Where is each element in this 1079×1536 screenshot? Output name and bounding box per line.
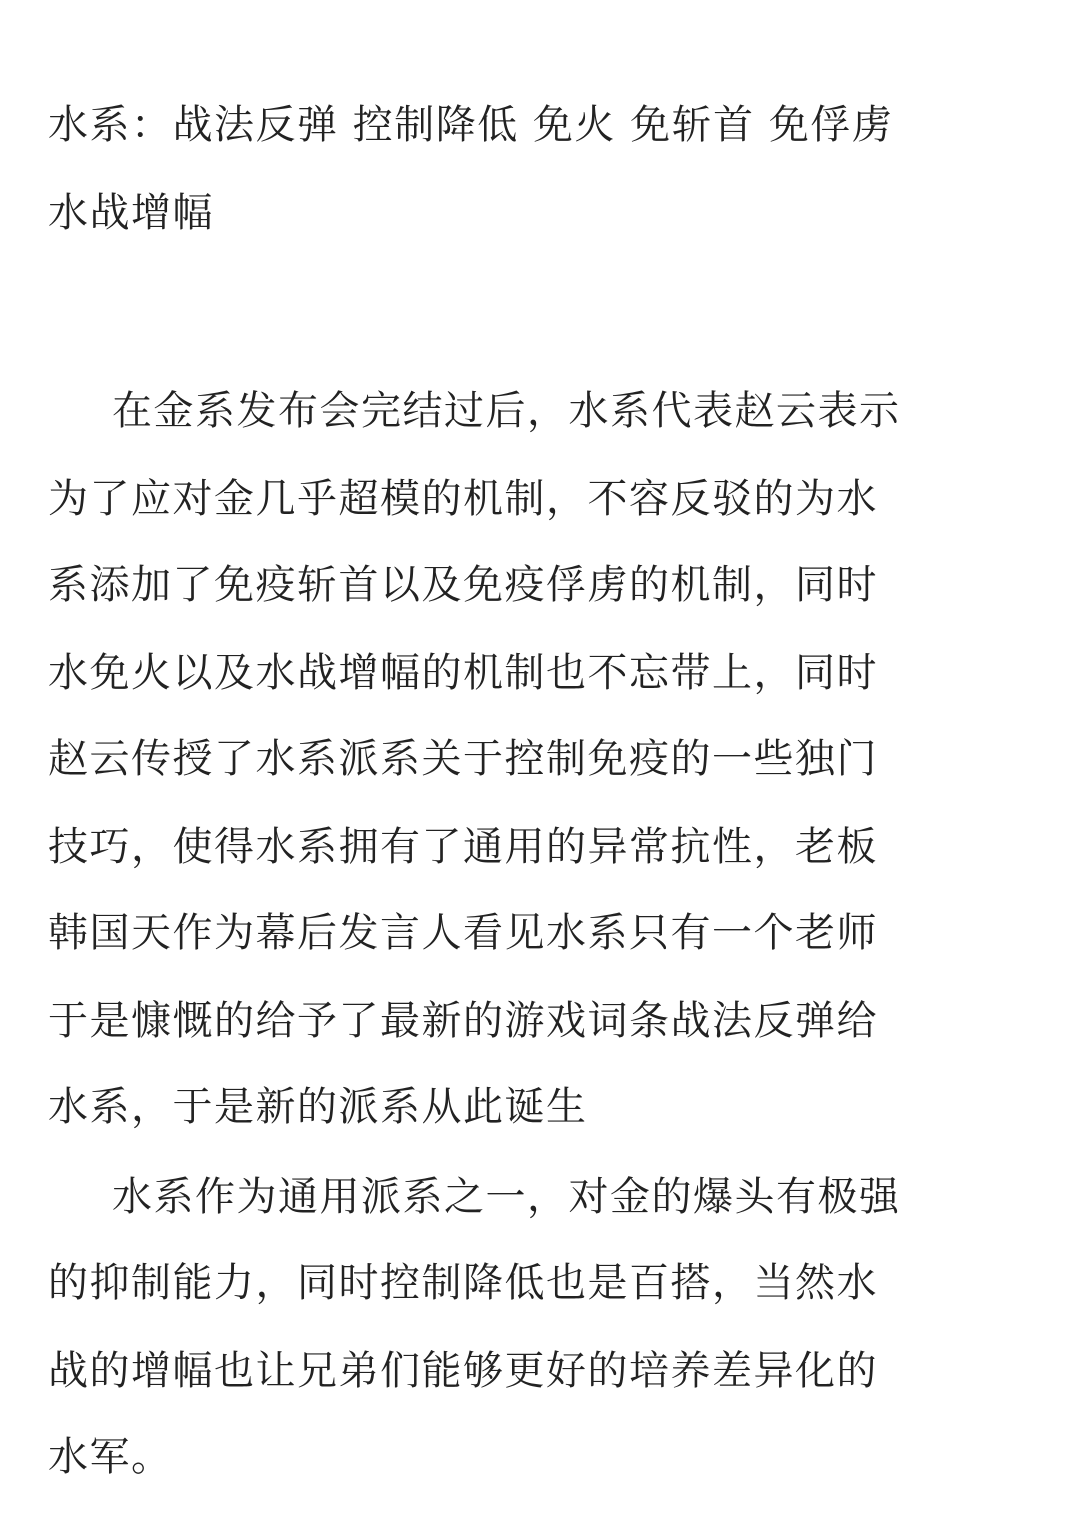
- paragraph-2-line-4: 水军。: [48, 1434, 173, 1480]
- paragraph-1-line-4: 水免火以及水战增幅的机制也不忘带上，同时: [48, 650, 878, 696]
- paragraph-1-line-1: 在金系发布会完结过后，水系代表赵云表示: [112, 388, 901, 434]
- summary-line-2: 水战增幅: [48, 190, 214, 236]
- paragraph-1-line-3: 系添加了免疫斩首以及免疫俘虏的机制，同时: [48, 562, 878, 608]
- paragraph-2-line-1: 水系作为通用派系之一，对金的爆头有极强: [112, 1174, 901, 1220]
- paragraph-2-line-3: 战的增幅也让兄弟们能够更好的培养差异化的: [48, 1348, 878, 1394]
- paragraph-1-line-2: 为了应对金几乎超模的机制，不容反驳的为水: [48, 476, 878, 522]
- paragraph-1-line-6: 技巧，使得水系拥有了通用的异常抗性，老板: [48, 824, 878, 870]
- paragraph-1-line-8: 于是慷慨的给予了最新的游戏词条战法反弹给: [48, 998, 878, 1044]
- paragraph-1-line-9: 水系，于是新的派系从此诞生: [48, 1084, 588, 1130]
- paragraph-1-line-5: 赵云传授了水系派系关于控制免疫的一些独门: [48, 736, 878, 782]
- paragraph-2-line-2: 的抑制能力，同时控制降低也是百搭，当然水: [48, 1260, 878, 1306]
- paragraph-1-line-7: 韩国天作为幕后发言人看见水系只有一个老师: [48, 910, 878, 956]
- summary-line-1: 水系：战法反弹 控制降低 免火 免斩首 免俘虏: [48, 102, 894, 148]
